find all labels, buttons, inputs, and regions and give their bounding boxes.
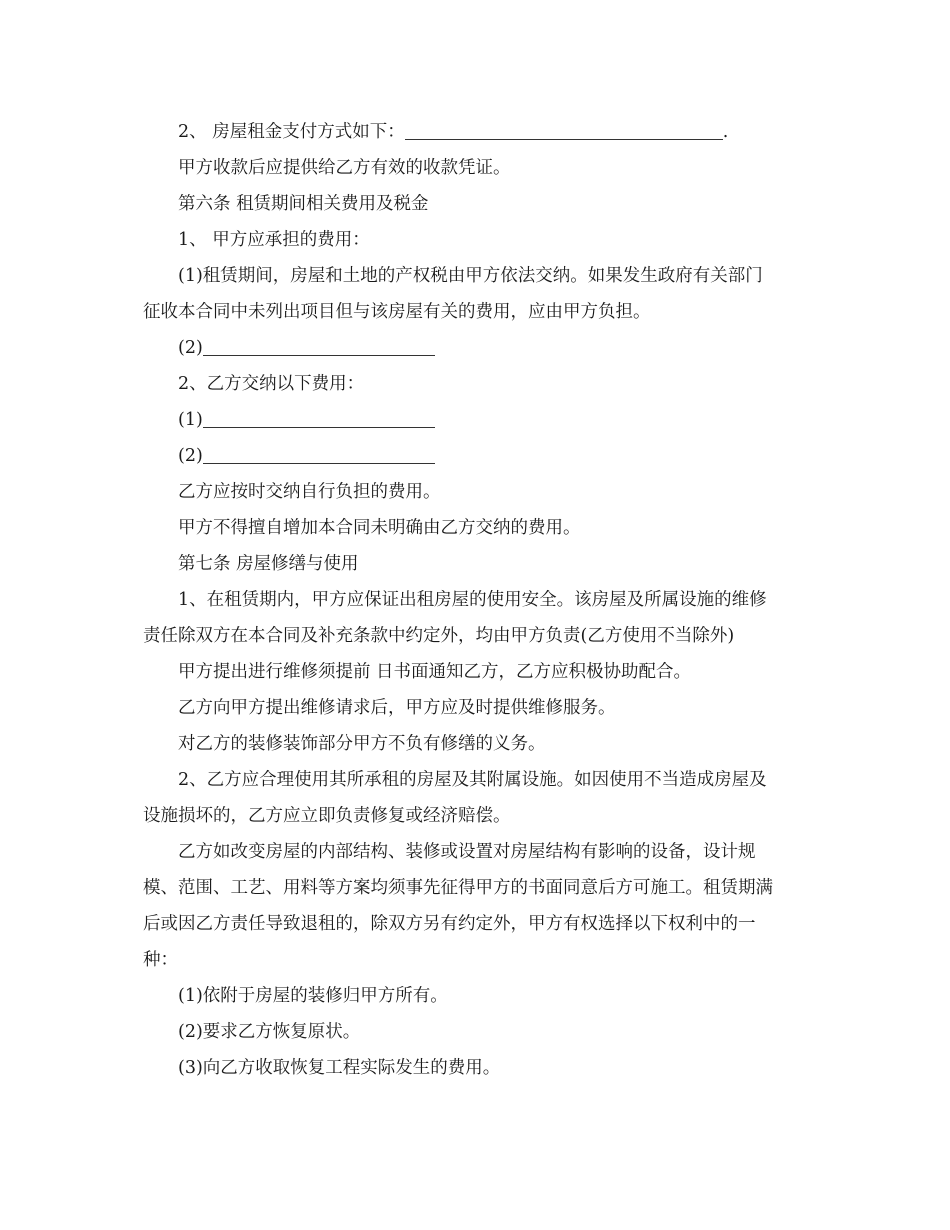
item-b-1 xyxy=(143,402,808,438)
line-text: 乙方向甲方提出维修请求后，甲方应及时提供维修服务。 xyxy=(178,698,616,718)
line-text: (1)租赁期间，房屋和土地的产权税由甲方依法交纳。如果发生政府有关部门 xyxy=(178,266,763,286)
line-text: 第六条 租赁期间相关费用及税金 xyxy=(178,194,429,214)
line-text: (2)要求乙方恢复原状。 xyxy=(178,1022,361,1042)
paragraph-repair-notice xyxy=(143,654,808,690)
paragraph-alteration-cont-3 xyxy=(143,942,808,978)
paragraph-alteration xyxy=(143,834,808,870)
line-text: 模、范围、工艺、用料等方案均须事先征得甲方的书面同意后方可施工。租赁期满 xyxy=(143,878,773,898)
paragraph-decoration xyxy=(143,726,808,762)
line-text: 乙方应按时交纳自行负担的费用。 xyxy=(178,482,441,502)
paragraph-pay-on-time xyxy=(143,474,808,510)
paragraph-repair-service xyxy=(143,690,808,726)
line-text: 设施损坏的，乙方应立即负责修复或经济赔偿。 xyxy=(143,806,511,826)
line-text: 1、在租赁期内，甲方应保证出租房屋的使用安全。该房屋及所属设施的维修 xyxy=(178,590,767,610)
item-a-2 xyxy=(143,330,808,366)
paragraph-proper-use-cont xyxy=(143,798,808,834)
line-text: 种： xyxy=(143,950,178,970)
line-text: (3)向乙方收取恢复工程实际发生的费用。 xyxy=(178,1058,501,1078)
paragraph-receipt xyxy=(143,150,808,186)
article-6-heading xyxy=(143,186,808,222)
paragraph-repair-safety xyxy=(143,582,808,618)
line-text: 2、 房屋租金支付方式如下： xyxy=(178,122,405,142)
paragraph-proper-use xyxy=(143,762,808,798)
line-text: 甲方不得擅自增加本合同未明确由乙方交纳的费用。 xyxy=(178,518,581,538)
fill-in-blank xyxy=(203,335,435,356)
line-text: 乙方如改变房屋的内部结构、装修或设置对房屋结构有影响的设备，设计规 xyxy=(178,842,756,862)
option-1 xyxy=(143,978,808,1014)
line-text: (1) xyxy=(178,410,203,430)
paragraph-property-tax xyxy=(143,258,808,294)
paragraph-alteration-cont-2 xyxy=(143,906,808,942)
line-text: 责任除双方在本合同及补充条款中约定外，均由甲方负责(乙方使用不当除外) xyxy=(143,626,735,646)
option-3 xyxy=(143,1050,808,1086)
fill-in-blank xyxy=(405,119,723,140)
fill-in-blank xyxy=(203,443,435,464)
line-text: 2、乙方交纳以下费用： xyxy=(178,374,365,394)
paragraph-rent-payment xyxy=(143,114,808,150)
line-text: 对乙方的装修装饰部分甲方不负有修缮的义务。 xyxy=(178,734,546,754)
line-text: 第七条 房屋修缮与使用 xyxy=(178,554,359,574)
paragraph-no-extra-fees xyxy=(143,510,808,546)
paragraph-party-b-costs xyxy=(143,366,808,402)
line-text: (2) xyxy=(178,446,203,466)
line-suffix: . xyxy=(722,122,729,142)
paragraph-alteration-cont-1 xyxy=(143,870,808,906)
line-text: 1、 甲方应承担的费用： xyxy=(178,230,370,250)
option-2 xyxy=(143,1014,808,1050)
line-text: 2、乙方应合理使用其所承租的房屋及其附属设施。如因使用不当造成房屋及 xyxy=(178,770,767,790)
line-text: 甲方收款后应提供给乙方有效的收款凭证。 xyxy=(178,158,511,178)
paragraph-property-tax-cont xyxy=(143,294,808,330)
line-text: 征收本合同中未列出项目但与该房屋有关的费用，应由甲方负担。 xyxy=(143,302,651,322)
line-text: (2) xyxy=(178,338,203,358)
line-text: 甲方提出进行维修须提前 日书面通知乙方，乙方应积极协助配合。 xyxy=(178,662,692,682)
paragraph-repair-safety-cont xyxy=(143,618,808,654)
article-7-heading xyxy=(143,546,808,582)
line-text: 后或因乙方责任导致退租的，除双方另有约定外，甲方有权选择以下权利中的一 xyxy=(143,914,756,934)
paragraph-party-a-costs xyxy=(143,222,808,258)
item-b-2 xyxy=(143,438,808,474)
line-text: (1)依附于房屋的装修归甲方所有。 xyxy=(178,986,448,1006)
fill-in-blank xyxy=(203,407,435,428)
document-body xyxy=(143,114,808,1086)
